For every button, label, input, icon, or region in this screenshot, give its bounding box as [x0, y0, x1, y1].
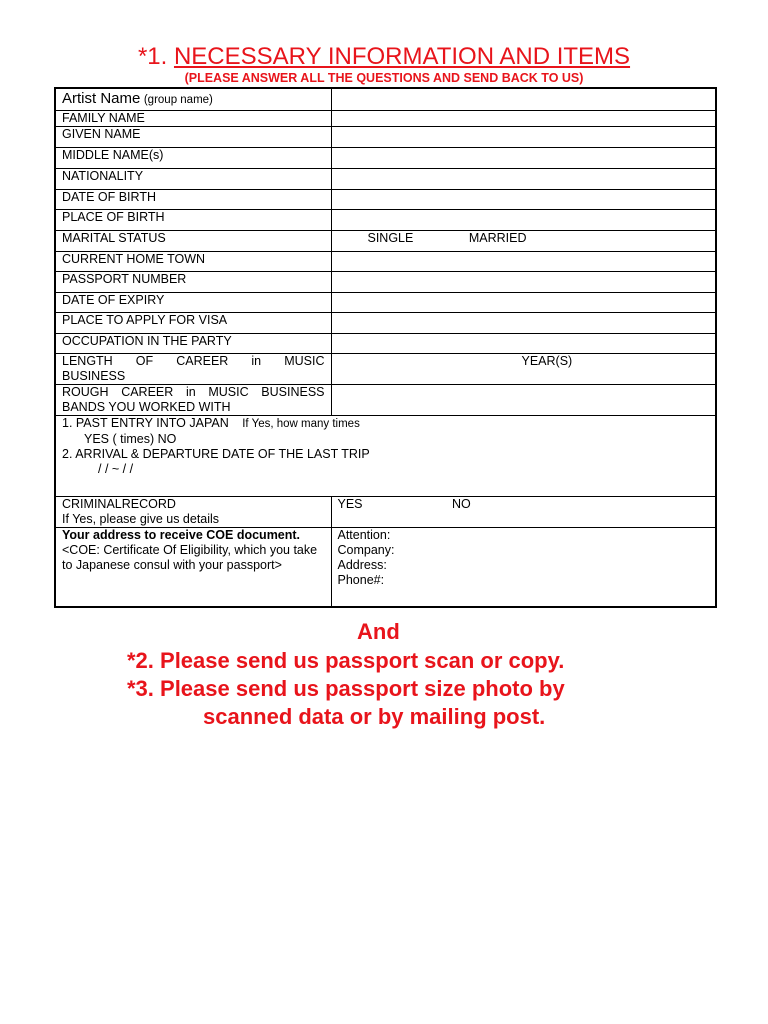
information-form [54, 87, 717, 608]
date-of-expiry-label: DATE OF EXPIRY [55, 292, 331, 312]
date-of-birth-label: DATE OF BIRTH [55, 189, 331, 209]
japan-entry-yes-no: YES ( times) NO [84, 431, 177, 446]
criminal-no-option[interactable]: NO [452, 496, 471, 511]
artist-name-label [55, 88, 331, 110]
row-career-length [55, 353, 716, 384]
criminal-record-note: If Yes, please give us details [62, 511, 220, 526]
passport-number-label: PASSPORT NUMBER [55, 271, 331, 292]
company-label: Company: [337, 542, 395, 557]
coe-description: <COE: Certificate Of Eligibility, which you take to Japanese consul with your passport> [62, 542, 318, 572]
middle-name-field[interactable] [331, 147, 716, 168]
footer-item-2: *2. Please send us passport scan or copy. [127, 648, 565, 673]
nationality-field[interactable] [331, 168, 716, 189]
middle-name-label: MIDDLE NAME(s) [55, 147, 331, 168]
footer-item-3-line2: scanned data or by mailing post. [203, 704, 546, 729]
row-middle-name [55, 147, 716, 168]
row-family-name [55, 110, 716, 126]
nationality-label: NATIONALITY [55, 168, 331, 189]
row-coe-address [55, 527, 716, 607]
row-artist-name [55, 88, 716, 110]
career-length-field[interactable] [331, 353, 716, 384]
home-town-field[interactable] [331, 251, 716, 271]
given-name-field[interactable] [331, 126, 716, 147]
rough-career-field[interactable] [331, 384, 716, 415]
artist-name-text: Artist Name [62, 90, 141, 107]
japan-entry-cell[interactable] [55, 415, 716, 496]
row-occupation [55, 333, 716, 353]
rough-career-label [55, 384, 331, 415]
artist-name-note: (group name) [143, 94, 213, 106]
address-label: Address: [337, 557, 387, 572]
row-given-name [55, 126, 716, 147]
form-subtitle: (PLEASE ANSWER ALL THE QUESTIONS AND SEND BACK TO US) [184, 71, 584, 85]
artist-name-field[interactable] [331, 88, 716, 110]
row-marital-status [55, 230, 716, 251]
marital-status-label: MARITAL STATUS [55, 230, 331, 251]
home-town-label: CURRENT HOME TOWN [55, 251, 331, 271]
passport-number-field[interactable] [331, 271, 716, 292]
date-of-birth-field[interactable] [331, 189, 716, 209]
criminal-record-field[interactable] [331, 496, 716, 527]
coe-address-field[interactable] [331, 527, 716, 607]
phone-label: Phone#: [337, 572, 385, 587]
single-option[interactable]: SINGLE [367, 230, 414, 245]
arrival-departure-question: 2. ARRIVAL & DEPARTURE DATE OF THE LAST TRIP [62, 446, 370, 461]
family-name-field[interactable] [331, 110, 716, 126]
row-criminal-record [55, 496, 716, 527]
career-length-line1: LENGTH OF CAREER in MUSIC [62, 353, 325, 368]
married-option[interactable]: MARRIED [468, 230, 527, 245]
visa-place-label: PLACE TO APPLY FOR VISA [55, 312, 331, 333]
family-name-label: FAMILY NAME [55, 110, 331, 126]
date-of-expiry-field[interactable] [331, 292, 716, 312]
row-rough-career [55, 384, 716, 415]
footer-and: And [357, 619, 400, 644]
row-place-of-birth [55, 209, 716, 230]
marital-status-field[interactable] [331, 230, 716, 251]
row-date-of-birth [55, 189, 716, 209]
row-visa-place [55, 312, 716, 333]
career-length-label [55, 353, 331, 384]
row-home-town [55, 251, 716, 271]
past-entry-note: If Yes, how many times [242, 417, 360, 430]
occupation-field[interactable] [331, 333, 716, 353]
row-japan-entry [55, 415, 716, 496]
criminal-record-text: CRIMINALRECORD [62, 496, 176, 511]
career-length-line2: BUSINESS [62, 368, 126, 383]
row-date-of-expiry [55, 292, 716, 312]
title-text: NECESSARY INFORMATION AND ITEMS [173, 43, 631, 70]
occupation-label: OCCUPATION IN THE PARTY [55, 333, 331, 353]
past-entry-question: 1. PAST ENTRY INTO JAPAN [62, 415, 229, 430]
criminal-yes-option[interactable]: YES [337, 496, 363, 511]
place-of-birth-label: PLACE OF BIRTH [55, 209, 331, 230]
japan-entry-line1 [62, 416, 709, 432]
footer-item-3-line1: *3. Please send us passport size photo by [127, 676, 565, 701]
form-title [0, 42, 768, 72]
criminal-record-label [55, 496, 331, 527]
place-of-birth-field[interactable] [331, 209, 716, 230]
attention-label: Attention: [337, 527, 391, 542]
arrival-departure-dates: / / ~ / / [98, 461, 134, 476]
given-name-label: GIVEN NAME [55, 126, 331, 147]
row-passport-number [55, 271, 716, 292]
coe-title: Your address to receive COE document. [62, 527, 301, 542]
rough-career-line1: ROUGH CAREER in MUSIC BUSINESS [62, 384, 325, 399]
coe-address-label [55, 527, 331, 607]
title-prefix: *1. [137, 43, 174, 70]
years-label: YEAR(S) [521, 353, 573, 368]
rough-career-line2: BANDS YOU WORKED WITH [62, 399, 231, 414]
row-nationality [55, 168, 716, 189]
visa-place-field[interactable] [331, 312, 716, 333]
